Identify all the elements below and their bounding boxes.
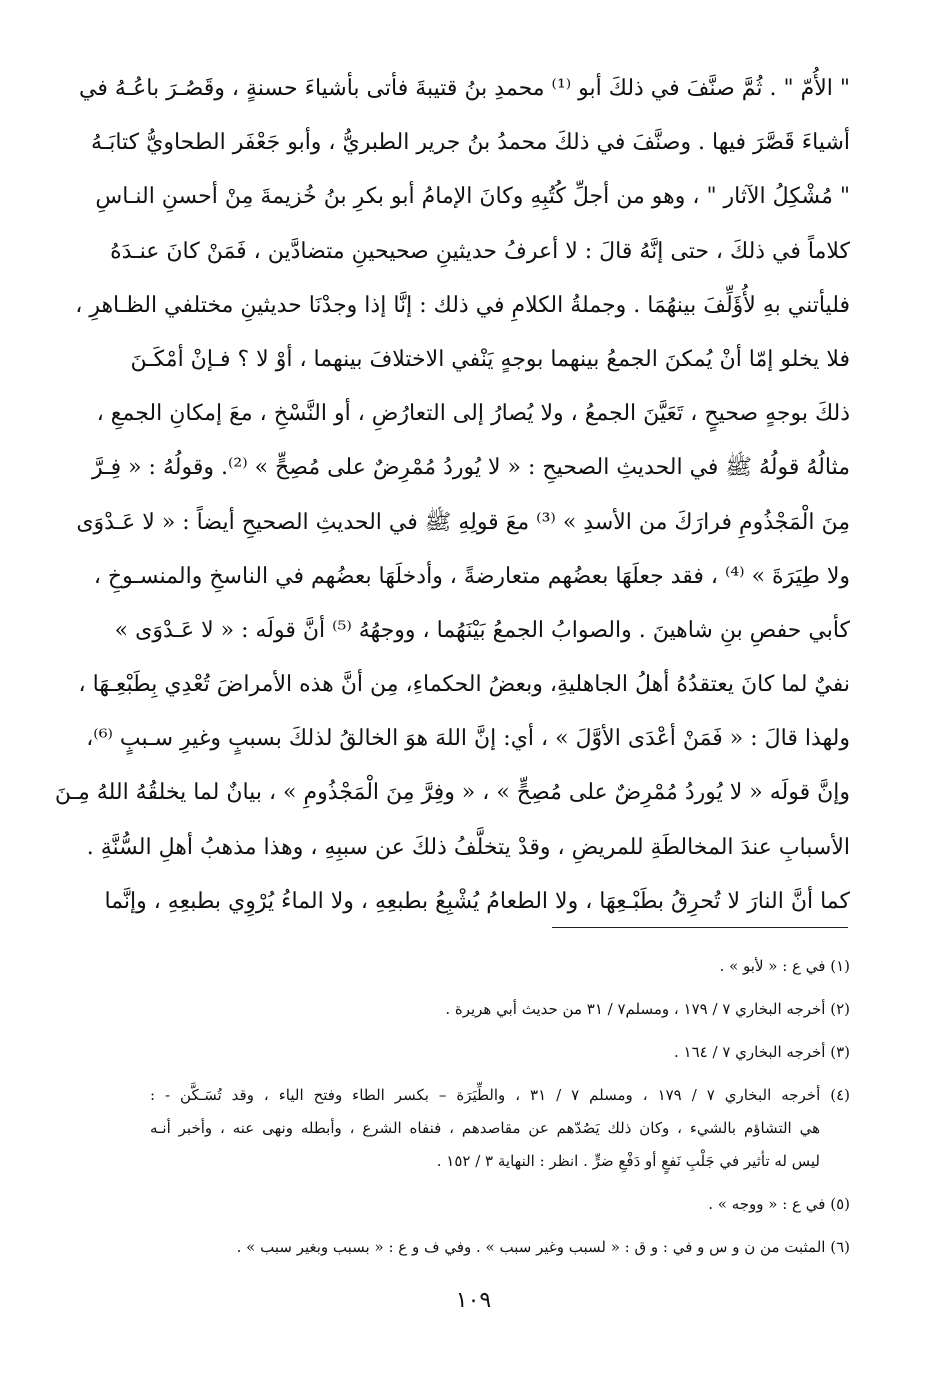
text-line: ولا طِيَرَةَ » ⁽⁴⁾ ، فقد جعلَهَا بعضُهم متعارضةً ، وأدخلَهَا بعضُهم في الناسخِ والمنسـوخِ ، (93, 563, 850, 589)
page-number: ١٠٩ (455, 1288, 492, 1313)
footnote-separator (552, 927, 848, 928)
text-line: فليأتني بهِ لأُؤَلِّفَ بينهُمَا . وجملةُ الكلامِ في ذلك : إنَّا إذا وجدْنَا حديثينِ مختلفي الظـاهرِ ، (75, 292, 850, 318)
footnote-3 (150, 1036, 850, 1069)
footnote-4 (150, 1079, 850, 1178)
text-line: مثالُهُ قولُهُ ﷺ في الحديثِ الصحيحِ : « لا يُوردُ مُمْرِضٌ على مُصِحٍّ » ⁽²⁾. وقولُهُ : « فِـرَّ (92, 455, 850, 481)
text-line: كلاماً في ذلكَ ، حتى إنَّهُ قالَ : لا أعرفُ حديثينِ صحيحينِ متضادَّين ، فَمَنْ كانَ عنـدَهُ (110, 238, 850, 264)
text-line: نفيٌ لما كانَ يعتقدُهُ أهلُ الجاهليةِ، وبعضُ الحكماءِ، مِن أنَّ هذه الأمراضَ تُعْدِي بِطَبْعِـهَا ، (78, 672, 850, 698)
footnote-text: (٤) أخرجه البخاري ٧ / ١٧٩ ، ومسلم ٧ / ٣١ ، والطِّيَرَة – بكسر الطاء وفتح الياء ، وقد تُسَـكَّن - : (150, 1086, 850, 1104)
footnote-5 (150, 1188, 850, 1221)
text-line: فلا يخلو إمّا أنْ يُمكنَ الجمعُ بينهما بوجهٍ يَنْفي الاختلافَ بينهما ، أوْ لا ؟ فـإنْ أمْكَـنَ (130, 346, 850, 372)
footnote-text: (٥) في ع : « ووجه » . (708, 1195, 850, 1213)
text-line: ولهذا قالَ : « فَمَنْ أعْدَى الأوَّلَ » ، أي: إنَّ اللهَ هوَ الخالقُ لذلكَ بسببٍ وغيرِ سـببٍ ⁽⁶⁾، (86, 726, 850, 752)
footnote-2 (150, 993, 850, 1026)
footnote-text: (١) في ع : « لأبو » . (719, 957, 850, 975)
text-line: الأسبابِ عندَ المخالطَةِ للمريضِ ، وقدْ يتخلَّفُ ذلكَ عن سببِهِ ، وهذا مذهبُ أهلِ السُّنَّةِ . (86, 834, 850, 860)
text-line: مِنَ الْمَجْذُومِ فرارَكَ من الأسدِ » ⁽³⁾ معَ قولِهِ ﷺ في الحديثِ الصحيحِ أيضاً : « لا عَـدْوَى (76, 509, 850, 535)
text-line: كأبي حفصِ بنِ شاهينَ . والصوابُ الجمعُ بَيْنَهُما ، ووجهُهُ ⁽⁵⁾ أنَّ قولَه : « لا عَـدْوَى » (114, 617, 850, 643)
text-line: " مُشْكِلُ الآثار " ، وهو من أجلِّ كُتُبِهِ وكانَ الإمامُ أبو بكرِ بنُ خُزيمةَ مِنْ أحسنِ النـاسِ (95, 184, 850, 210)
footnote-text: (٢) أخرجه البخاري ٧ / ١٧٩ ، ومسلم٧ / ٣١ من حديث أبي هريرة . (445, 1000, 850, 1018)
text-line: ذلكَ بوجهٍ صحيحٍ ، تَعَيَّنَ الجمعُ ، ولا يُصارُ إلى التعارُضِ ، أو النَّسْخِ ، معَ إمكانِ الجمعِ ، (96, 401, 850, 427)
footnote-text: (٣) أخرجه البخاري ٧ / ١٦٤ . (674, 1043, 850, 1061)
footnote-text: هي التشاؤم بالشيء ، وكان ذلك يَصُدّهم عن مقاصدهم ، فنفاه الشرع ، وأبطله ونهى عنه ، وأخبر أنـه (150, 1119, 820, 1137)
text-line: وإنَّ قولَه « لا يُوردُ مُمْرِضٌ على مُصِحٍّ » ، « وفِرَّ مِنَ الْمَجْذُومِ » ، بيانٌ لما يخلقُهُ اللهُ مِـنَ (54, 780, 850, 806)
text-line: أشياءَ قَصَّرَ فيها . وصنَّفَ في ذلكَ محمدُ بنُ جرير الطبريُّ ، وأبو جَعْفَر الطحاويُّ كتابَـهُ (90, 130, 850, 156)
text-line: " الأُمّ " . ثُمَّ صنَّفَ في ذلكَ أبو ⁽¹⁾ محمدِ بنُ قتيبةَ فأتى بأشياءَ حسنةٍ ، وقَصُـرَ باعُـهُ في (79, 76, 850, 101)
text-line: كما أنَّ النارَ لا تُحرِقُ بطَبْـعِهَا ، ولا الطعامُ يُشْبِعُ بطبعِهِ ، ولا الماءُ يُرْوِي بطبعِهِ ، وإنَّما (104, 888, 850, 914)
footnotes (150, 950, 850, 1274)
footnote-text: (٦) المثبت من ن و س و في : و ق : « لسبب وغير سبب » . وفي ف و ع : « بسبب وبغير سبب » . (236, 1238, 850, 1256)
footnote-1 (150, 950, 850, 983)
footnote-text: ليس له تأثير في جَلْبِ نَفعٍ أو دَفْعِ ضرٍّ . انظر : النهاية ٣ / ١٥٢ . (436, 1152, 820, 1170)
footnote-6 (150, 1231, 850, 1264)
main-text (54, 62, 850, 929)
